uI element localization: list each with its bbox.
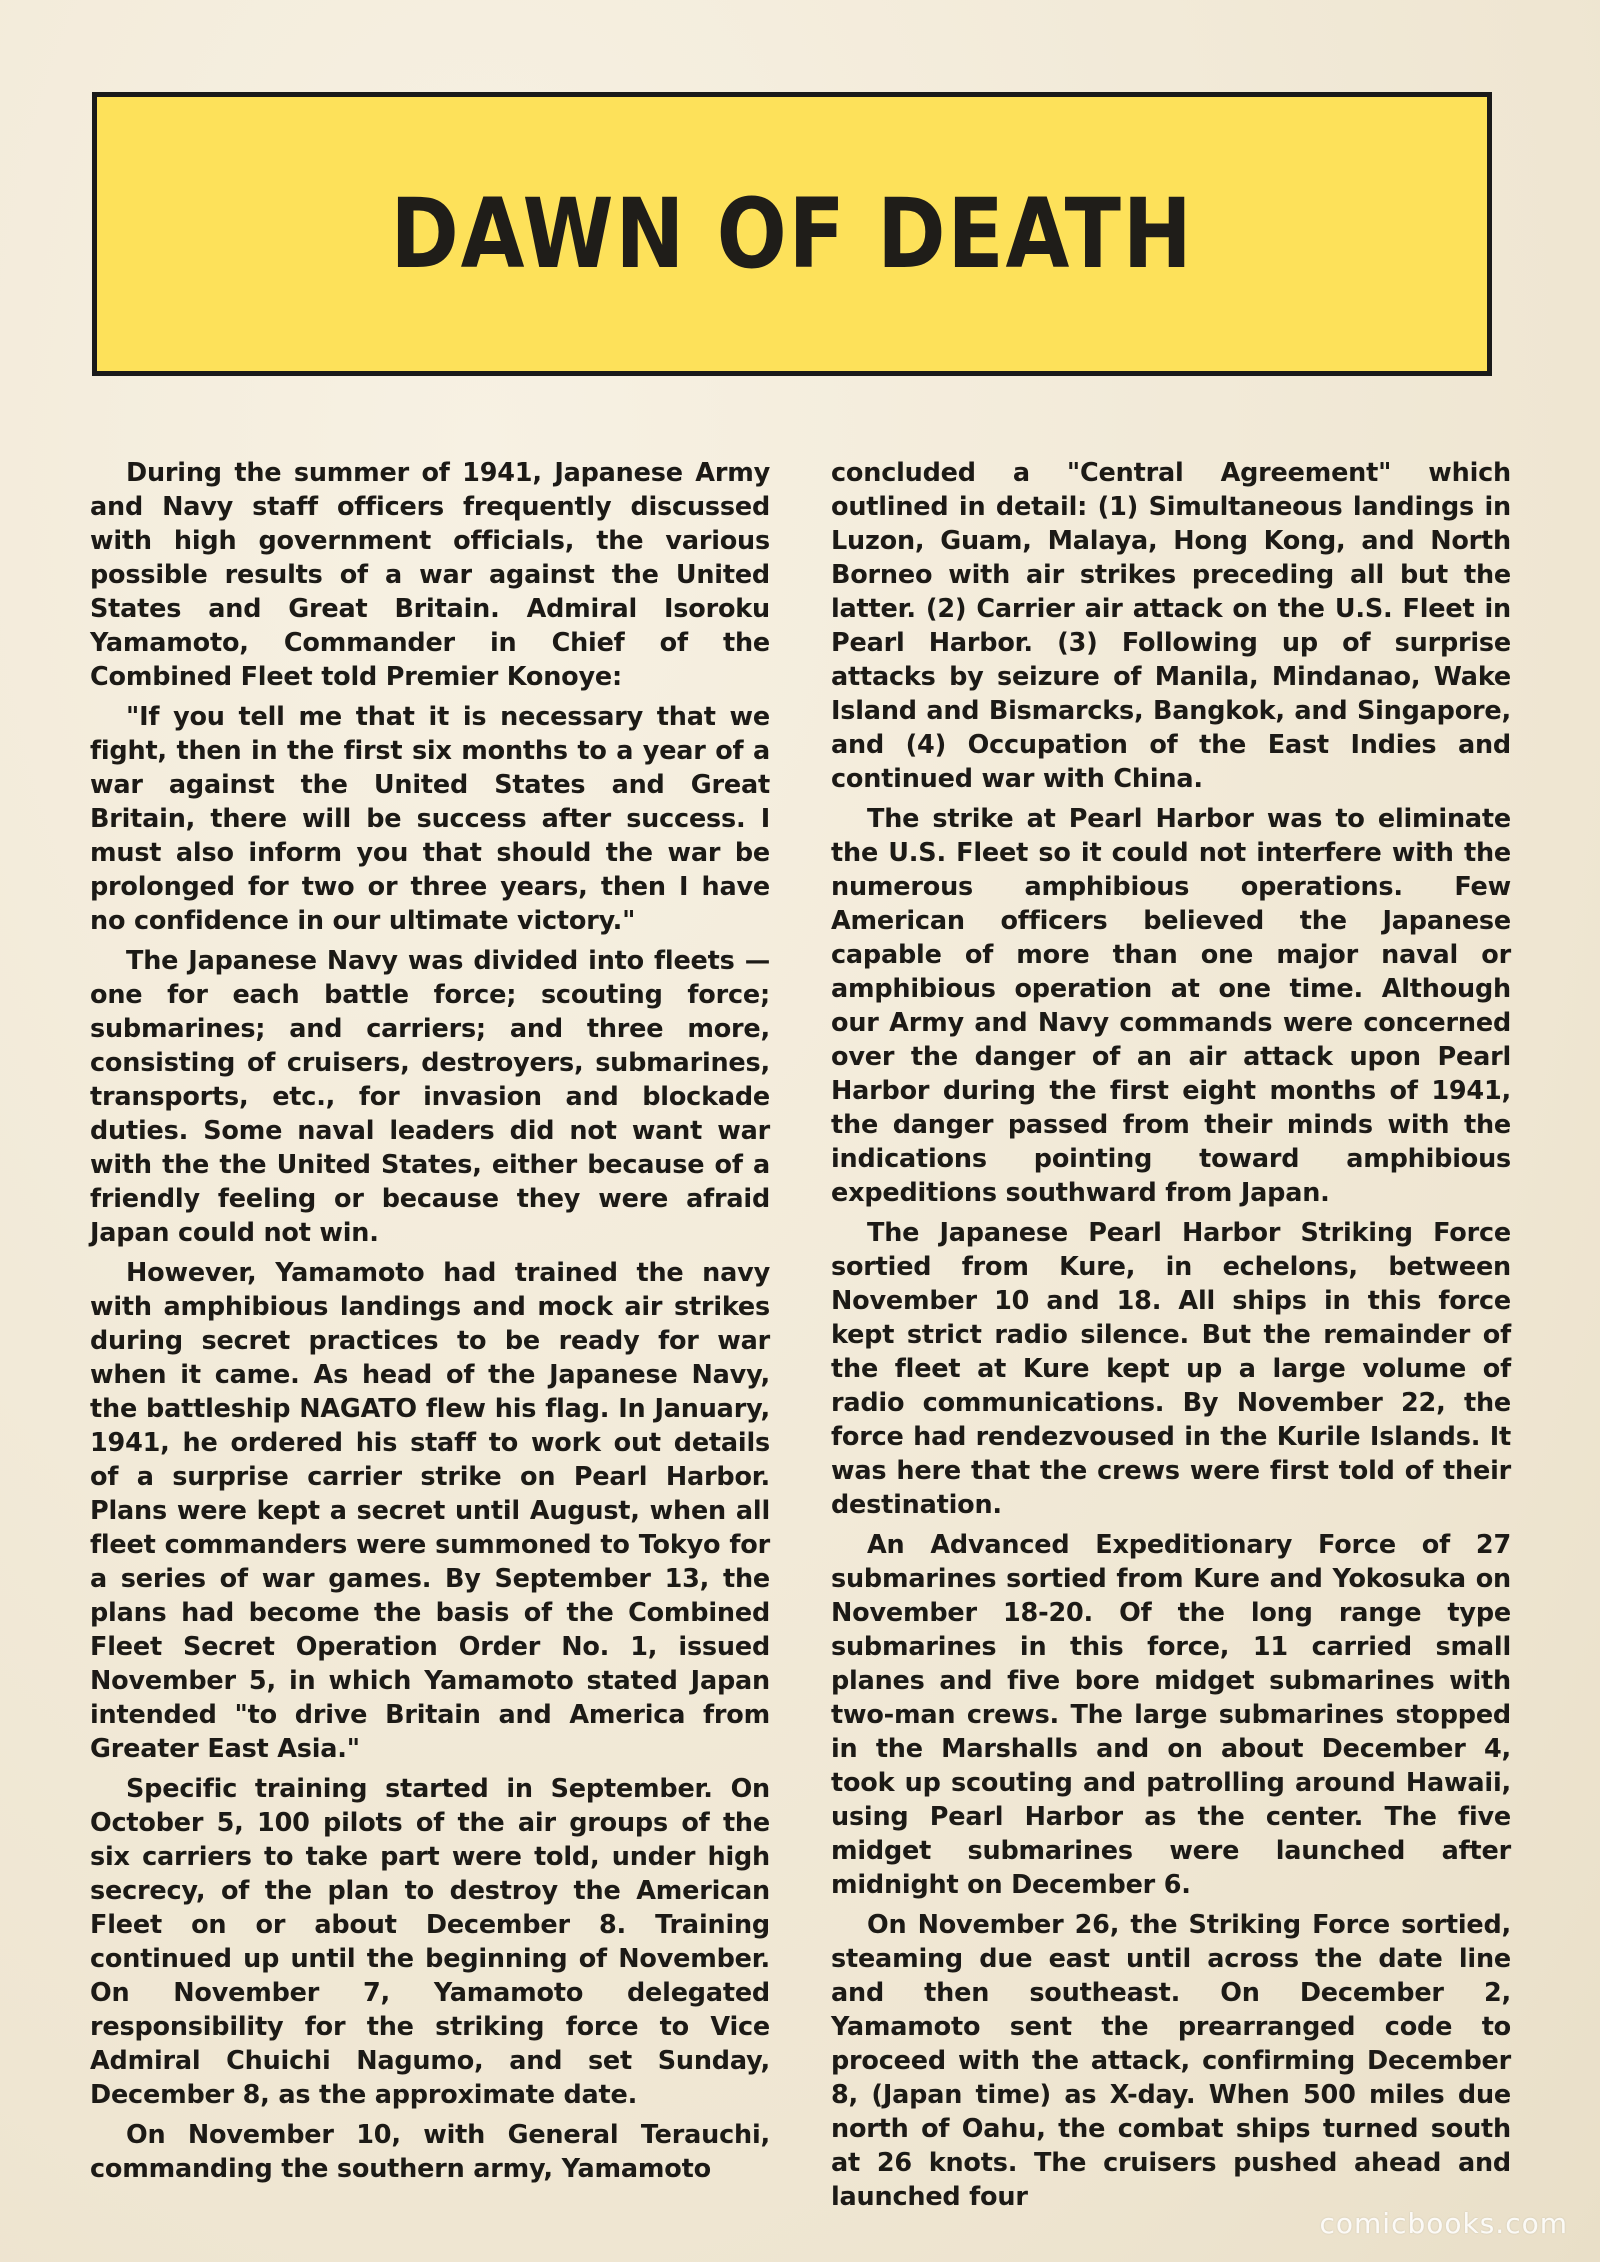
paragraph: However, Yamamoto had trained the navy with amphibious landings and mock air strikes during secret practices to be ready for war when it came. As head of the Japanese Navy, the battleship NAGATO flew his flag. In January, 1941, he ordered his staff to work out details of a surprise carrier strike on Pearl Harbor. Plans were kept a secret until August, when all fleet commanders were summoned to Tokyo for a series of war games. By September 13, the plans had become the basis of the Combined Fleet Secret Operation Order No. 1, issued November 5, in which Yamamoto stated Japan intended "to drive Britain and America from Greater East Asia." bbox=[90, 1258, 770, 1764]
paragraph: On November 10, with General Terauchi, commanding the southern army, Yamamoto bbox=[90, 2120, 770, 2184]
paragraph: Specific training started in September. On October 5, 100 pilots of the air groups of the six carriers to take part were told, under high secrecy, of the plan to destroy the American Fleet on or about December 8. Training continued up until the beginning of November. On November 7, Yamamoto delegated responsibility for the striking force to Vice Admiral Chuichi Nagumo, and set Sunday, December 8, as the approximate date. bbox=[90, 1774, 770, 2110]
paragraph: concluded a "Central Agreement" which outlined in detail: (1) Simultaneous landings in Luzon, Guam, Malaya, Hong Kong, and North Borneo with air strikes preceding all but the latter. (2) Carrier air attack on the U.S. Fleet in Pearl Harbor. (3) Following up of surprise attacks by seizure of Manila, Mindanao, Wake Island and Bismarcks, Bangkok, and Singapore, and (4) Occupation of the East Indies and continued war with China. bbox=[831, 458, 1511, 794]
paragraph: The Japanese Navy was divided into fleets — one for each battle force; scouting force; submarines; and carriers; and three more, consisting of cruisers, destroyers, submarines, transports, etc., for invasion and blockade duties. Some naval leaders did not want war with the the United States, either because of a friendly feeling or because they were afraid Japan could not win. bbox=[90, 946, 770, 1248]
paragraph: During the summer of 1941, Japanese Army and Navy staff officers frequently discussed with high government officials, the various possible results of a war against the United States and Great Britain. Admiral Isoroku Yamamoto, Commander in Chief of the Combined Fleet told Premier Konoye: bbox=[90, 458, 770, 692]
paragraph: "If you tell me that it is necessary that we fight, then in the first six months to a year of a war against the United States and Great Britain, there will be success after success. I must also inform you that should the war be prolonged for two or three years, then I have no confidence in our ultimate victory." bbox=[90, 702, 770, 936]
paragraph: On November 26, the Striking Force sortied, steaming due east until across the date line and then southeast. On December 2, Yamamoto sent the prearranged code to proceed with the attack, confirming December 8, (Japan time) as X-day. When 500 miles due north of Oahu, the combat ships turned south at 26 knots. The cruisers pushed ahead and launched four bbox=[831, 1910, 1511, 2212]
left-column bbox=[90, 456, 770, 2184]
paragraph: The Japanese Pearl Harbor Striking Force sortied from Kure, in echelons, between November 10 and 18. All ships in this force kept strict radio silence. But the remainder of the fleet at Kure kept up a large volume of radio communications. By November 22, the force had rendezvoused in the Kurile Islands. It was here that the crews were first told of their destination. bbox=[831, 1218, 1511, 1520]
page-title: DAWN OF DEATH bbox=[390, 178, 1194, 290]
paragraph: An Advanced Expeditionary Force of 27 submarines sortied from Kure and Yokosuka on November 18-20. Of the long range type submarines in this force, 11 carried small planes and five bore midget submarines with two-man crews. The large submarines stopped in the Marshalls and on about December 4, took up scouting and patrolling around Hawaii, using Pearl Harbor as the center. The five midget submarines were launched after midnight on December 6. bbox=[831, 1530, 1511, 1900]
title-banner bbox=[92, 92, 1492, 376]
watermark: comicbooks.com bbox=[1319, 2207, 1568, 2240]
right-column bbox=[831, 456, 1511, 2212]
paragraph: The strike at Pearl Harbor was to eliminate the U.S. Fleet so it could not interfere with the numerous amphibious operations. Few American officers believed the Japanese capable of more than one major naval or amphibious operation at one time. Although our Army and Navy commands were concerned over the danger of an air attack upon Pearl Harbor during the first eight months of 1941, the danger passed from their minds with the indications pointing toward amphibious expeditions southward from Japan. bbox=[831, 804, 1511, 1208]
